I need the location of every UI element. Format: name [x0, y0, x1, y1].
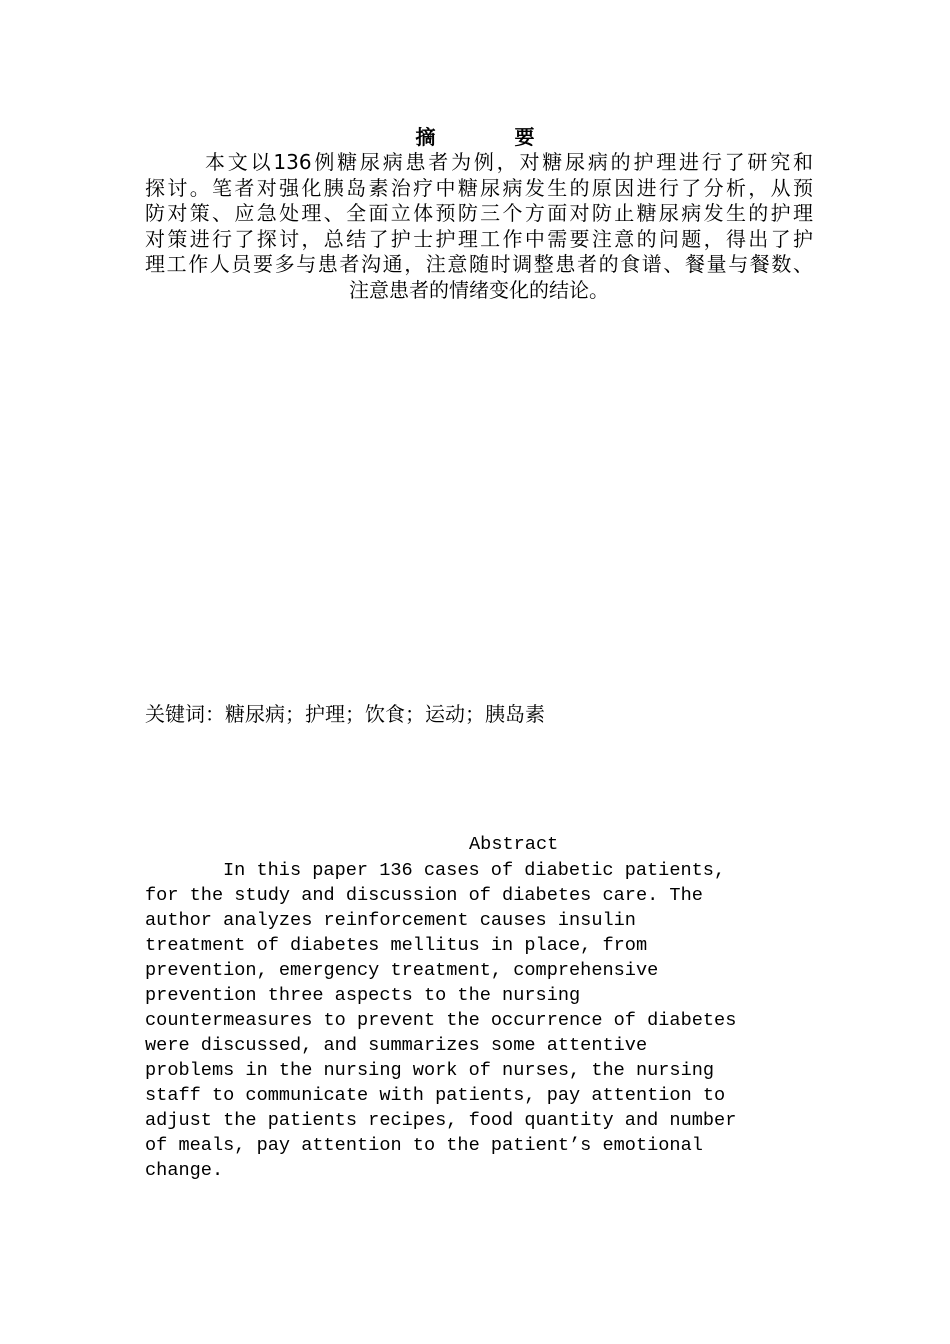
- abstract-cn-title: 摘 要: [415, 125, 571, 149]
- abstract-cn-line: 本文以136例糖尿病患者为例，对糖尿病的护理进行了研究和: [205, 150, 813, 174]
- abstract-en-line: prevention three aspects to the nursing: [145, 985, 581, 1006]
- abstract-en-line: change.: [145, 1160, 224, 1181]
- abstract-en-line: adjust the patients recipes, food quantity and number: [145, 1110, 737, 1131]
- abstract-cn-line: 防对策、应急处理、全面立体预防三个方面对防止糖尿病发生的护理: [145, 201, 813, 225]
- abstract-en-line: staff to communicate with patients, pay attention to: [145, 1085, 726, 1106]
- abstract-cn-line: 理工作人员要多与患者沟通，注意随时调整患者的食谱、餐量与餐数、: [145, 252, 813, 276]
- keywords: 关键词：糖尿病；护理；饮食；运动；胰岛素: [145, 702, 545, 726]
- abstract-cn-line: 注意患者的情绪变化的结论。: [349, 277, 609, 302]
- abstract-en-line: prevention, emergency treatment, comprehensive: [145, 960, 659, 981]
- abstract-en-line: were discussed, and summarizes some attentive: [145, 1035, 648, 1056]
- abstract-en-line: problems in the nursing work of nurses, the nursing: [145, 1060, 715, 1081]
- abstract-en-title: Abstract: [469, 834, 559, 855]
- abstract-en-line: countermeasures to prevent the occurrence of diabetes: [145, 1010, 737, 1031]
- abstract-en-line: of meals, pay attention to the patient’s emotional: [145, 1135, 703, 1156]
- abstract-en-line: for the study and discussion of diabetes care. The: [145, 885, 703, 906]
- abstract-cn-body: [145, 150, 813, 303]
- abstract-en-line: treatment of diabetes mellitus in place, from: [145, 935, 648, 956]
- abstract-cn-line: 探讨。笔者对强化胰岛素治疗中糖尿病发生的原因进行了分析，从预: [145, 175, 813, 200]
- abstract-cn-line: 对策进行了探讨，总结了护士护理工作中需要注意的问题，得出了护: [145, 226, 813, 251]
- abstract-en-line: author analyzes reinforcement causes insulin: [145, 910, 636, 931]
- abstract-en-line: In this paper 136 cases of diabetic patients,: [223, 860, 726, 881]
- abstract-en-body: [145, 858, 745, 1183]
